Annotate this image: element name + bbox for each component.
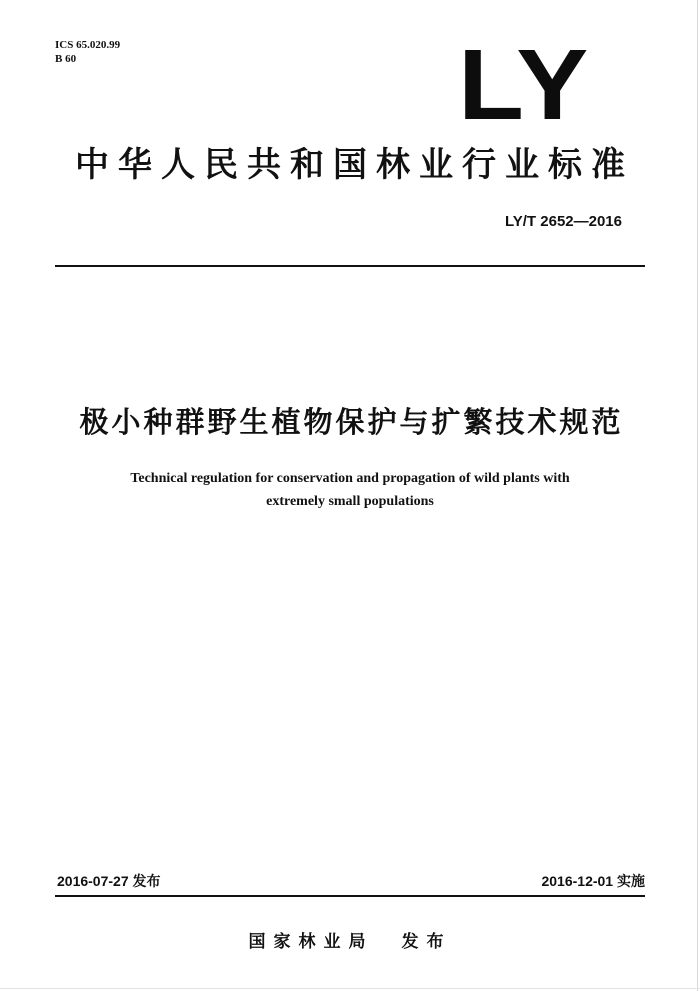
document-title-chinese: 极小种群野生植物保护与扩繁技术规范 xyxy=(79,405,624,439)
standard-category-title: 中华人民共和国林业行业标准 xyxy=(75,145,634,185)
classification-codes xyxy=(55,38,120,66)
document-title-english-line-2: extremely small populations xyxy=(266,494,434,509)
document-title-english-line-1: Technical regulation for conservation and propagation of wild plants with xyxy=(130,471,570,486)
issue-date: 2016-07-27 发布 xyxy=(57,873,161,889)
bottom-divider xyxy=(55,895,645,897)
top-divider xyxy=(55,265,645,267)
ics-code: ICS 65.020.99 xyxy=(55,39,121,51)
publisher-action: 发布 xyxy=(401,932,452,952)
implementation-date: 2016-12-01 实施 xyxy=(541,873,645,889)
publisher-name: 国家林业局 xyxy=(248,932,374,952)
document-title-english xyxy=(0,467,700,513)
ccs-code: B 60 xyxy=(55,53,77,65)
standard-number: LY/T 2652—2016 xyxy=(504,213,622,230)
publisher-line xyxy=(0,931,700,953)
ly-logo: LY xyxy=(458,29,591,141)
scan-edge-bottom xyxy=(0,988,700,989)
